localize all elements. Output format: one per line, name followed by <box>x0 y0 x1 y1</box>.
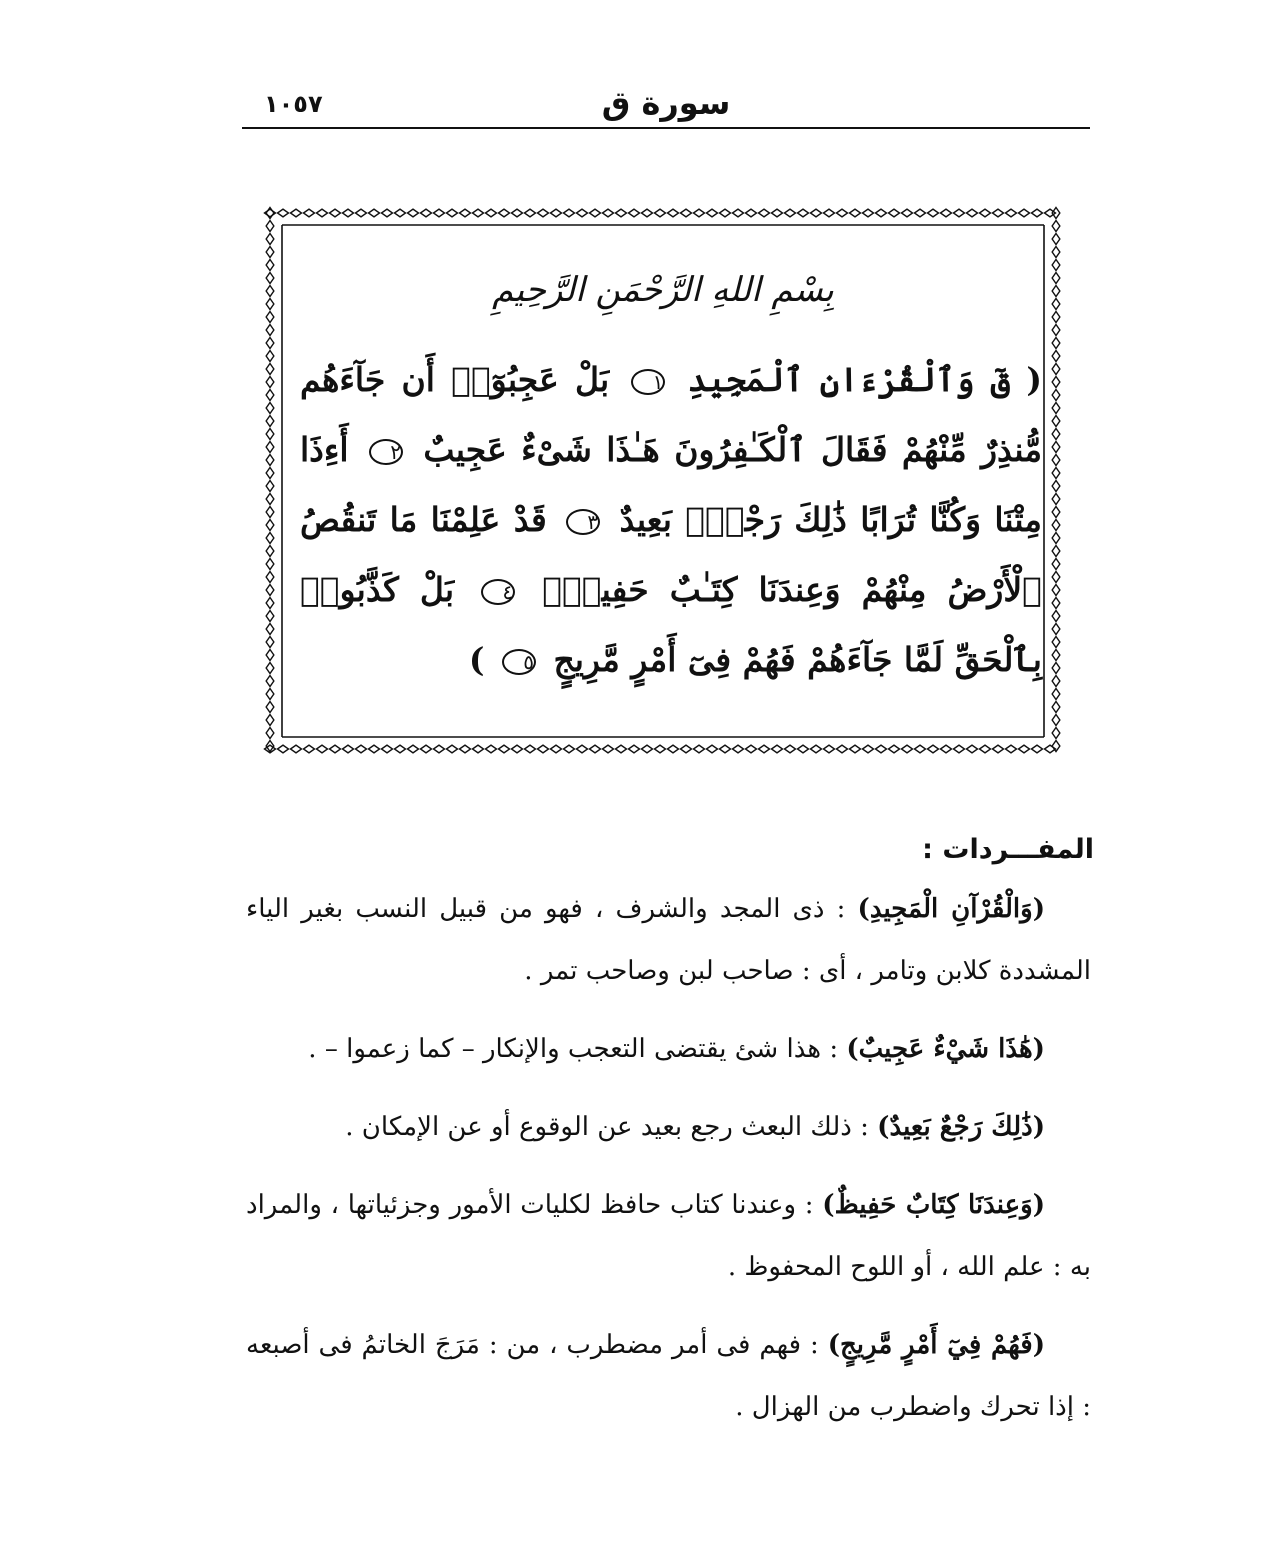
surah-title: سورة ق <box>601 84 731 122</box>
verse-text-3: أَءِذَا مِتْنَا وَكُنَّا تُرَابًا ذَٰلِكَ رَجْعٌۢ بَعِيدٌ <box>300 430 1042 539</box>
vocabulary-term: (ذَٰلِكَ رَجْعٌ بَعِيدٌ) <box>877 1112 1045 1142</box>
vocabulary-entry <box>246 1314 1091 1438</box>
vocabulary-entry <box>246 1018 1091 1080</box>
close-paren: ) <box>468 640 485 679</box>
vocabulary-entry <box>246 878 1091 1002</box>
vocabulary-definition: : هذا شئ يقتضى التعجب والإنكار – كما زعموا – . <box>308 1034 839 1064</box>
vocabulary-term: (وَالْقُرْآنِ الْمَجِيدِ) <box>857 894 1046 924</box>
page-header <box>242 78 1090 130</box>
page-number: ١٠٥٧ <box>264 90 323 118</box>
verse-number-3: ٣ <box>566 509 600 535</box>
vocabulary-entry <box>246 1174 1091 1298</box>
verse-text-5: بَلْ كَذَّبُوا۟ بِٱلْحَقِّ لَمَّا جَآءَهُمْ فَهُمْ فِىٓ أَمْرٍ مَّرِيجٍ <box>300 570 1042 679</box>
verse-number-4: ٤ <box>481 579 515 605</box>
verse-number-5: ٥ <box>502 649 536 675</box>
vocabulary-definition: : ذلك البعث رجع بعيد عن الوقوع أو عن الإمكان . <box>345 1112 869 1142</box>
basmala: بِسْمِ اللهِ الرَّحْمَنِ الرَّحِيمِ <box>492 270 834 310</box>
verse-text-1: قٓ وَٱلْقُرْءَانِ ٱلْمَجِيدِ <box>687 360 1011 399</box>
vocabulary-term: (فَهُمْ فِيٓ أَمْرٍ مَّرِيجٍ) <box>827 1330 1046 1360</box>
header-divider <box>242 127 1090 129</box>
vocabulary-term: (هَٰذَا شَيْءٌ عَجِيبٌ) <box>846 1034 1045 1064</box>
vocabulary-entry <box>246 1096 1091 1158</box>
vocabulary-definition: : وعندنا كتاب حافظ لكليات الأمور وجزئياتها ، والمراد به : علم الله ، أو اللوح المحفوظ . <box>246 1190 1091 1282</box>
vocabulary-definition: : فهم فى أمر مضطرب ، من : مَرَجَ الخاتمُ فى أصبعه : إذا تحرك واضطرب من الهزال . <box>246 1330 1091 1422</box>
vocabulary-list <box>246 878 1091 1454</box>
verse-text-2: بَلْ عَجِبُوٓا۟ أَن جَآءَهُم مُّنذِرٌ مِّنْهُمْ فَقَالَ ٱلْكَـٰفِرُونَ هَـٰذَا شَىْءٌ عَجِيبٌ <box>300 360 1042 469</box>
vocabulary-definition: : ذى المجد والشرف ، فهو من قبيل النسب بغير الياء المشددة كلابن وتامر ، أى : صاحب لبن وصاحب تمر . <box>246 894 1091 986</box>
verse-number-2: ٢ <box>369 439 403 465</box>
verse-number-1: ١ <box>631 369 665 395</box>
vocabulary-term: (وَعِندَنَا كِتَابٌ حَفِيظٌ) <box>822 1190 1045 1220</box>
vocabulary-heading: المفـــردات : <box>922 834 1094 865</box>
quran-verses <box>300 345 1042 695</box>
open-paren: ( <box>1026 360 1042 399</box>
verse-text-4: قَدْ عَلِمْنَا مَا تَنقُصُ ٱلْأَرْضُ مِنْهُمْ وَعِندَنَا كِتَـٰبٌ حَفِيظٌۢ <box>300 500 1042 609</box>
